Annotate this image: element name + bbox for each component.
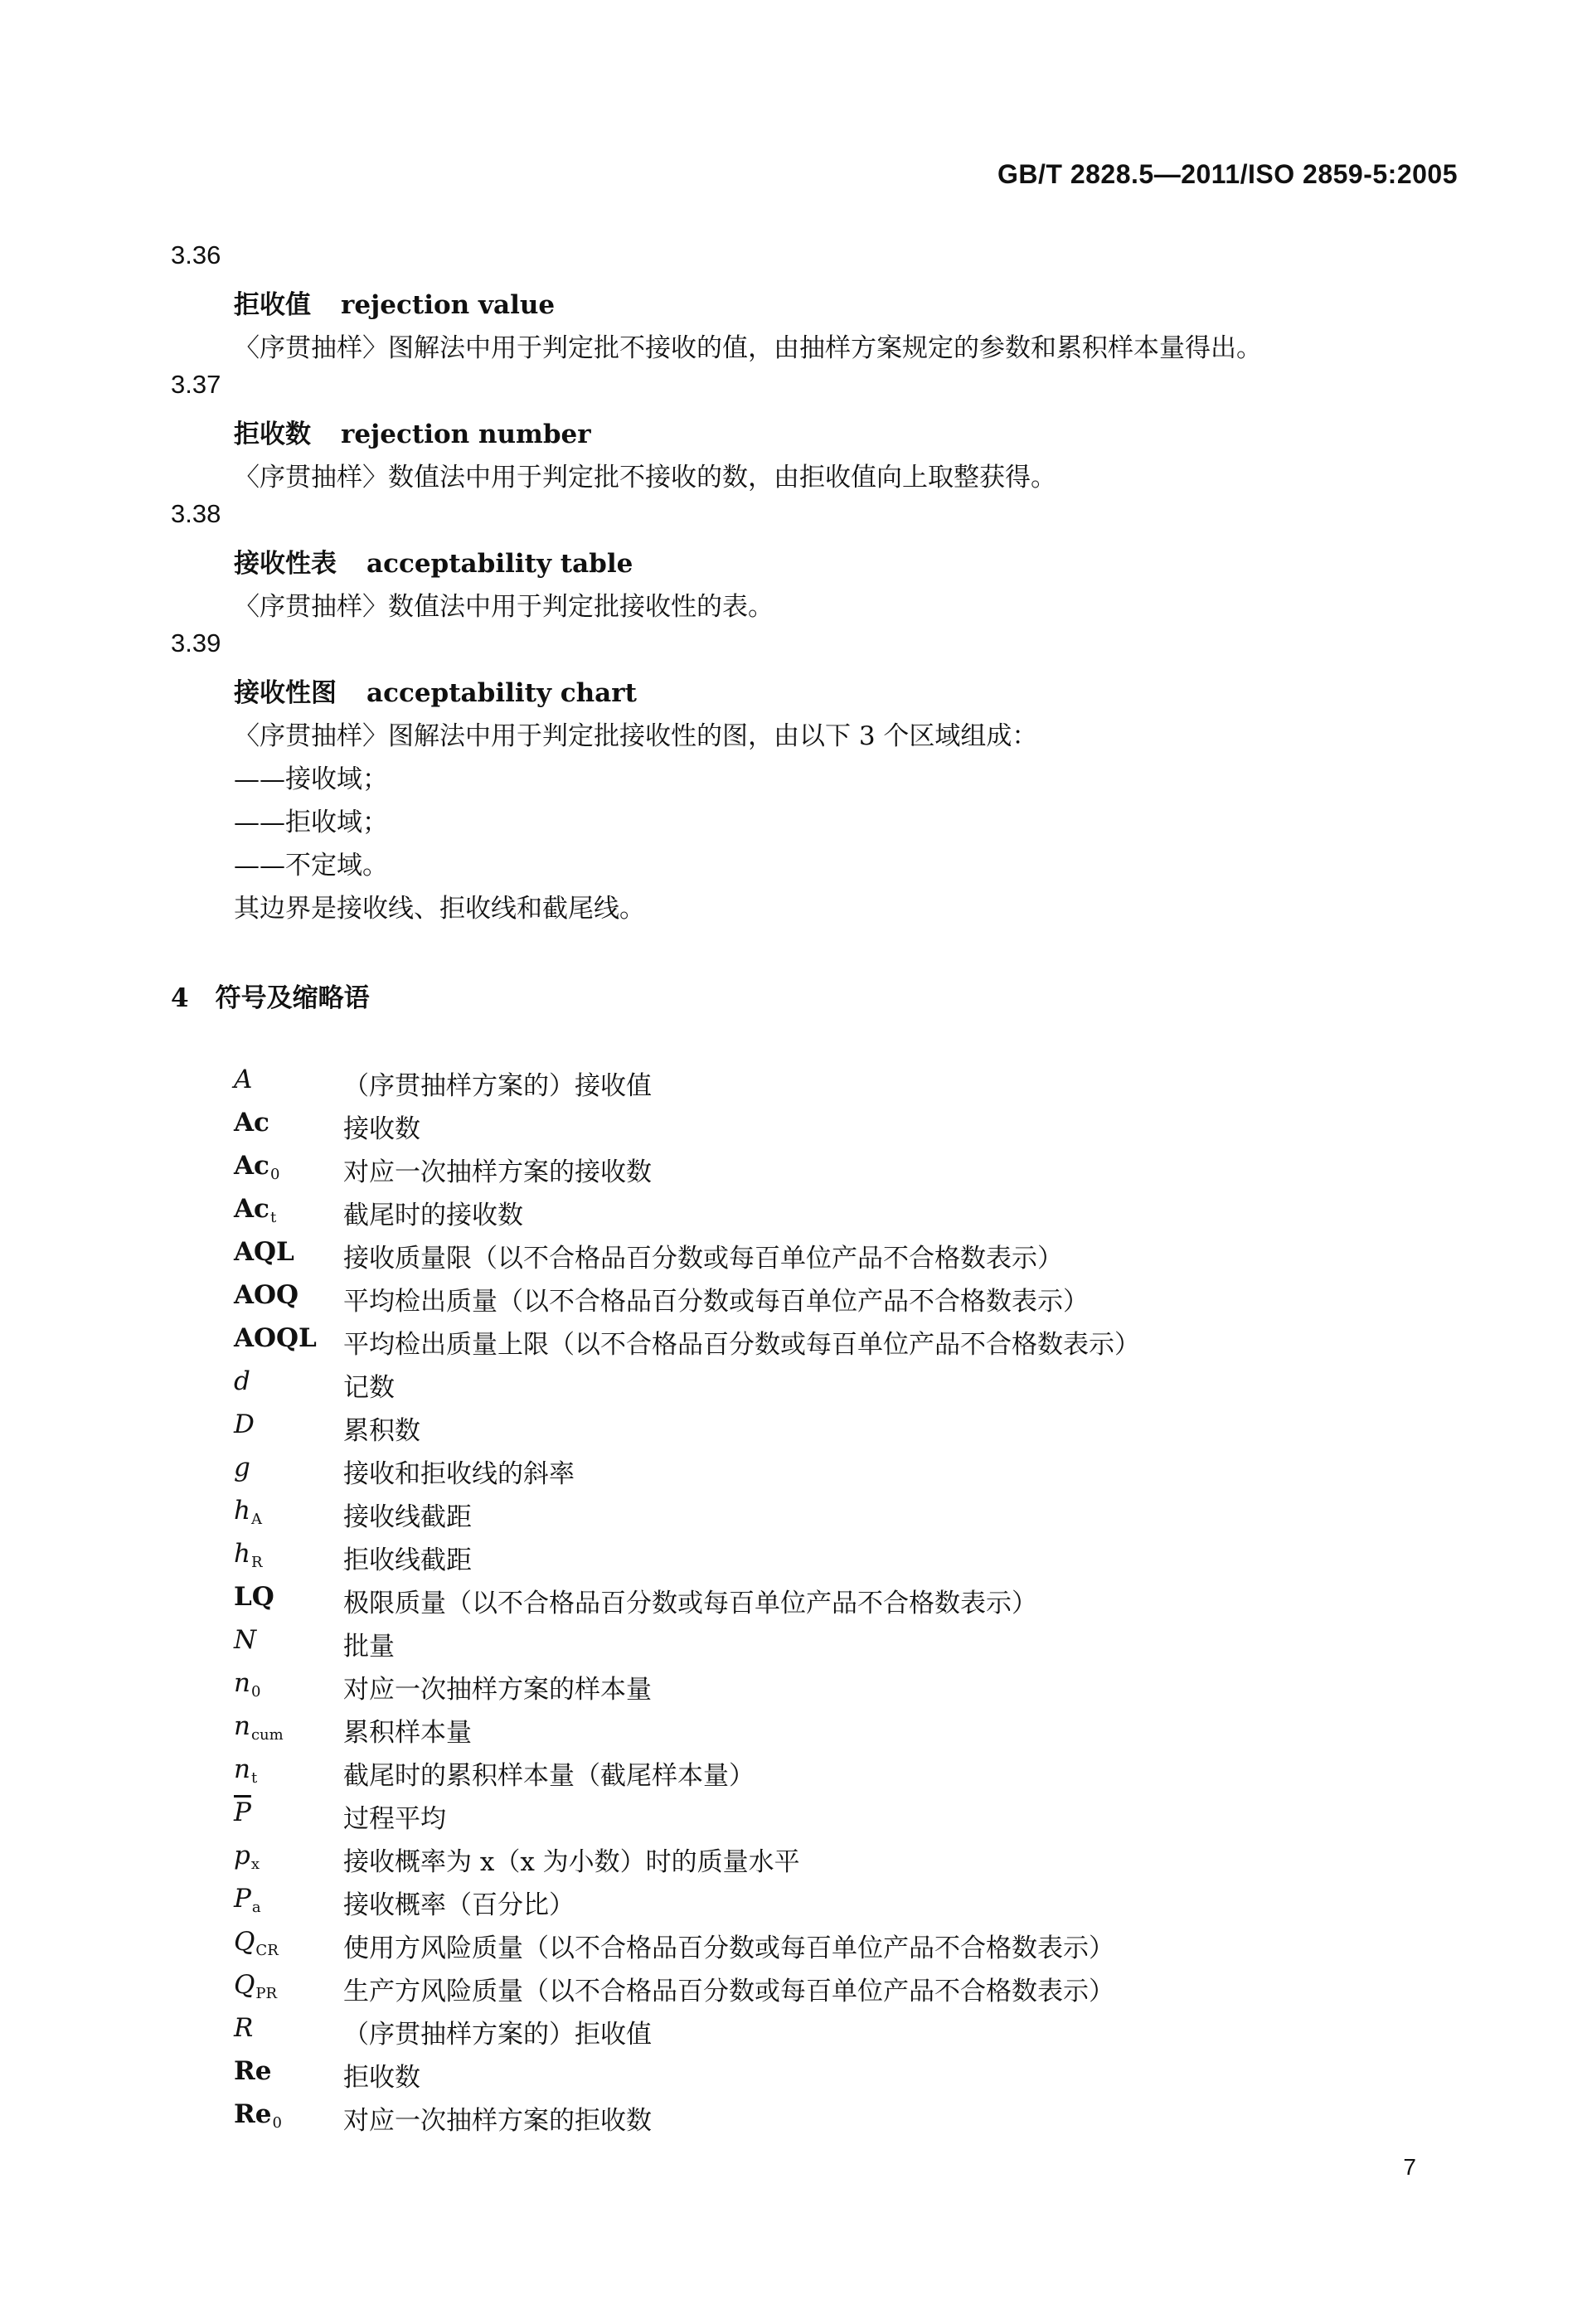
term-heading <box>234 284 555 321</box>
symbol-description: 极限质量（以不合格品百分数或每百单位产品不合格数表示） <box>343 1589 1037 1618</box>
symbol-description: 接收质量限（以不合格品百分数或每百单位产品不合格数表示） <box>343 1244 1063 1274</box>
symbol-description: 对应一次抽样方案的样本量 <box>343 1675 652 1705</box>
symbol-row <box>234 1496 1312 1536</box>
region-list-item: ——不定域。 <box>234 851 388 881</box>
standard-header: GB/T 2828.5—2011/ISO 2859-5:2005 <box>997 159 1458 189</box>
symbol: $Q_{CR}$ <box>234 1927 279 1959</box>
symbol-row <box>234 1366 1312 1406</box>
term-definition: 〈序贯抽样〉图解法中用于判定批不接收的值，由抽样方案规定的参数和累积样本量得出。 <box>234 333 1262 363</box>
symbol-description: 生产方风险质量（以不合格品百分数或每百单位产品不合格数表示） <box>343 1977 1114 2006</box>
symbol-row <box>234 1194 1312 1234</box>
symbol-row <box>234 2056 1312 2096</box>
term-english: acceptability table <box>366 549 633 579</box>
symbol: Ac <box>234 1108 269 1138</box>
symbol: $\overline{P}$ <box>234 1798 251 1827</box>
symbol: N <box>234 1625 257 1655</box>
symbol-description: 截尾时的接收数 <box>343 1201 523 1230</box>
symbol-row <box>234 1668 1312 1708</box>
symbol: $P_a$ <box>234 1884 261 1916</box>
symbol-row <box>234 1453 1312 1492</box>
symbol-description: 截尾时的累积样本量（截尾样本量） <box>343 1761 755 1791</box>
symbol: $p_x$ <box>234 1841 260 1873</box>
symbol-description: 拒收数 <box>343 2063 420 2093</box>
symbol-row <box>234 1151 1312 1191</box>
symbol-row <box>234 1065 1312 1104</box>
symbol-row <box>234 1539 1312 1579</box>
symbol-row <box>234 1841 1312 1880</box>
symbol-row <box>234 1409 1312 1449</box>
symbol-row <box>234 1237 1312 1277</box>
symbol-row <box>234 1970 1312 2010</box>
term-number: 3.36 <box>171 240 221 269</box>
symbol-row <box>234 1582 1312 1622</box>
symbol-description: 累积数 <box>343 1416 420 1446</box>
symbol-description: 接收概率（百分比） <box>343 1890 575 1920</box>
symbol-description: 接收概率为 x（x 为小数）时的质量水平 <box>343 1847 800 1877</box>
symbol-description: 拒收线截距 <box>343 1545 472 1575</box>
term-heading <box>234 413 591 450</box>
symbol-row <box>234 1754 1312 1794</box>
symbol-description: 过程平均 <box>343 1804 446 1834</box>
term-chinese: 接收性图 <box>234 678 337 708</box>
symbol: D <box>234 1409 255 1439</box>
section-title: 符号及缩略语 <box>215 983 370 1013</box>
term-heading <box>234 542 633 580</box>
symbol-row <box>234 2013 1312 2053</box>
symbol-description: 批量 <box>343 1632 395 1662</box>
term-english: acceptability chart <box>366 678 637 708</box>
symbol-row <box>234 1108 1312 1147</box>
symbol: $h_A$ <box>234 1496 262 1528</box>
term-chinese: 拒收数 <box>234 420 311 449</box>
symbol-description: 平均检出质量上限（以不合格品百分数或每百单位产品不合格数表示） <box>343 1330 1140 1360</box>
symbol-description: 接收线截距 <box>343 1502 472 1532</box>
symbol: A <box>234 1065 253 1094</box>
symbol-row <box>234 1884 1312 1924</box>
symbol-description: 对应一次抽样方案的接收数 <box>343 1157 652 1187</box>
term-definition: 〈序贯抽样〉图解法中用于判定批接收性的图，由以下 3 个区域组成： <box>234 721 1038 751</box>
symbol-row <box>234 2099 1312 2139</box>
symbol: $n_0$ <box>234 1668 261 1701</box>
symbol-description: （序贯抽样方案的）拒收值 <box>343 2020 652 2050</box>
symbol: $Re_0$ <box>234 2099 282 2132</box>
symbol: Re <box>234 2056 272 2086</box>
term-number: 3.38 <box>171 499 221 528</box>
symbol-description: 平均检出质量（以不合格品百分数或每百单位产品不合格数表示） <box>343 1287 1089 1317</box>
symbol: AOQL <box>234 1323 317 1353</box>
term-english: rejection number <box>341 420 591 449</box>
symbol-description: 累积样本量 <box>343 1718 472 1748</box>
term-chinese: 拒收值 <box>234 290 311 320</box>
term-english: rejection value <box>341 290 556 320</box>
region-list-item: ——拒收域； <box>234 808 388 837</box>
term-definition: 〈序贯抽样〉数值法中用于判定批接收性的表。 <box>234 592 774 622</box>
page-number: 7 <box>1403 2154 1416 2180</box>
symbol-row <box>234 1625 1312 1665</box>
symbol-description: 接收和拒收线的斜率 <box>343 1459 575 1489</box>
symbol-description: 使用方风险质量（以不合格品百分数或每百单位产品不合格数表示） <box>343 1933 1114 1963</box>
symbol-description: 接收数 <box>343 1114 420 1144</box>
symbol-row <box>234 1711 1312 1751</box>
symbol: R <box>234 2013 254 2043</box>
term-chinese: 接收性表 <box>234 549 337 579</box>
region-list-item: ——接收域； <box>234 764 388 794</box>
symbol-row <box>234 1798 1312 1837</box>
symbol: $Ac_t$ <box>234 1194 277 1226</box>
symbol: g <box>234 1453 250 1482</box>
term-definition: 〈序贯抽样〉数值法中用于判定批不接收的数，由拒收值向上取整获得。 <box>234 463 1056 492</box>
symbol-row <box>234 1323 1312 1363</box>
symbol-description: 对应一次抽样方案的拒收数 <box>343 2106 652 2136</box>
term-number: 3.37 <box>171 370 221 399</box>
symbol-row <box>234 1927 1312 1967</box>
symbol: AOQ <box>234 1280 299 1310</box>
symbol: AQL <box>234 1237 294 1267</box>
symbol: $h_R$ <box>234 1539 263 1571</box>
symbol: $Ac_0$ <box>234 1151 280 1183</box>
symbol-row <box>234 1280 1312 1320</box>
symbol: d <box>234 1366 250 1396</box>
symbol: $n_t$ <box>234 1754 258 1787</box>
symbol-description: 记数 <box>343 1373 395 1403</box>
section-number: 4 <box>171 983 189 1013</box>
term-number: 3.39 <box>171 628 221 657</box>
term-heading <box>234 672 637 709</box>
symbol: LQ <box>234 1582 274 1612</box>
symbol-description: （序贯抽样方案的）接收值 <box>343 1071 652 1101</box>
symbol: $n_{cum}$ <box>234 1711 284 1744</box>
section-heading <box>171 977 370 1014</box>
symbol: $Q_{PR}$ <box>234 1970 278 2002</box>
chart-boundary-text: 其边界是接收线、拒收线和截尾线。 <box>234 894 645 924</box>
